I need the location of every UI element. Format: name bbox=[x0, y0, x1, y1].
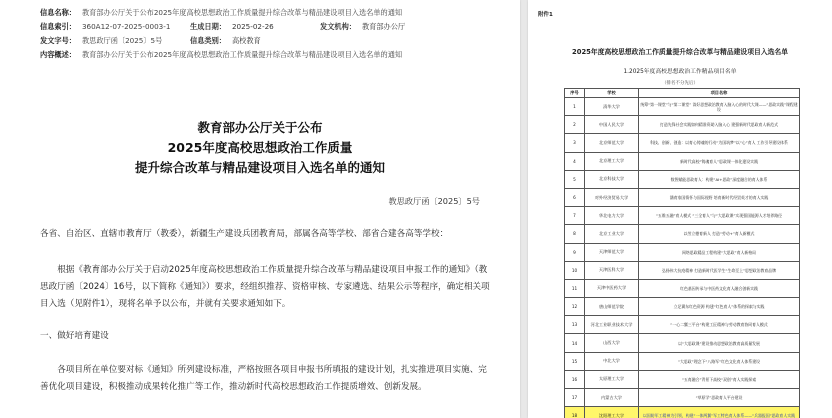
notice-title-line-2: 2025年度高校思想政治工作质量 bbox=[167, 140, 353, 155]
row-project: 科技、创新、创造：以育心铸魂的行动“为国筑梦”以“心”育人 工作引导建设体系 bbox=[639, 134, 800, 152]
table-row bbox=[565, 152, 800, 170]
row-number: 2 bbox=[565, 116, 585, 134]
row-project: 弘扬伟大抗疫精神 打造新时代医学生“生命至上”思想政治教育品牌 bbox=[639, 261, 800, 279]
row-school: 太原理工大学 bbox=[585, 370, 639, 388]
table-row bbox=[565, 188, 800, 206]
meta-index-label: 信息索引： bbox=[40, 22, 76, 31]
row-project: “五维五融”育人模式 “三全育人”与“大思政课”实现强国能源人才培养路径 bbox=[639, 207, 800, 225]
row-number: 10 bbox=[565, 261, 585, 279]
meta-docnum-value: 教思政厅函〔2025〕5号 bbox=[81, 36, 163, 45]
meta-category-value: 高校教育 bbox=[231, 36, 261, 45]
row-number: 5 bbox=[565, 170, 585, 188]
row-school: 山西大学 bbox=[585, 334, 639, 352]
row-project: 以国防军工精神为引领，构建“一体两翼”军工特色育人体系——“兵器报国”思政育人实践 bbox=[639, 407, 800, 418]
meta-category-row bbox=[190, 36, 261, 46]
row-school: 河北工业职业技术大学 bbox=[585, 316, 639, 334]
row-school: 华北电力大学 bbox=[585, 207, 639, 225]
notice-doc-number: 教思政厅函〔2025〕5号 bbox=[388, 196, 480, 206]
meta-category-label: 信息类别： bbox=[190, 36, 226, 45]
row-school: 北京科技大学 bbox=[585, 170, 639, 188]
row-school: 北京理工大学 bbox=[585, 152, 639, 170]
row-number: 1 bbox=[565, 98, 585, 116]
row-number: 4 bbox=[565, 152, 585, 170]
row-number: 15 bbox=[565, 352, 585, 370]
row-number: 17 bbox=[565, 389, 585, 407]
attachment-subtitle: 1.2025年度高校思想政治工作精品项目名单 bbox=[623, 69, 737, 75]
row-project: 立足冀东红色资源 构建“红色育人”体系的探索与实践 bbox=[639, 298, 800, 316]
table-row bbox=[565, 225, 800, 243]
table-row bbox=[565, 207, 800, 225]
meta-index-value: 360A12-07-2025-0003-1 bbox=[81, 22, 171, 31]
meta-org-row bbox=[320, 22, 405, 32]
meta-summary-row bbox=[40, 50, 402, 60]
table-body bbox=[565, 98, 800, 418]
row-number: 11 bbox=[565, 279, 585, 297]
meta-date-row bbox=[190, 22, 274, 32]
attachment-page bbox=[528, 0, 832, 418]
row-project: 打造先锋社会实践如何精准资助入脑入心 建强新时代思政育人新范式 bbox=[639, 116, 800, 134]
row-project: 统筹“第一课堂”与“第二课堂” 读好思想政治教育入脑入心的时代大课——“思政实践”课程建设 bbox=[639, 98, 800, 116]
table-row bbox=[565, 407, 800, 418]
row-school: 沈阳理工大学 bbox=[585, 407, 639, 418]
row-project: 以“大思政课”建设推动思想政治教育高质量发展 bbox=[639, 334, 800, 352]
row-number: 3 bbox=[565, 134, 585, 152]
meta-docnum-label: 发文字号： bbox=[40, 36, 76, 45]
header-project: 项目名称 bbox=[639, 89, 800, 98]
table-row bbox=[565, 334, 800, 352]
table-row bbox=[565, 370, 800, 388]
attachment-label: 附件1 bbox=[538, 12, 553, 18]
row-number: 12 bbox=[565, 298, 585, 316]
row-school: 天津医科大学 bbox=[585, 261, 639, 279]
table-row bbox=[565, 352, 800, 370]
notice-salutation: 各省、自治区、直辖市教育厅（教委），新疆生产建设兵团教育局，部属各高等学校、部省合建各高等学校： bbox=[40, 229, 449, 239]
table-row bbox=[565, 316, 800, 334]
notice-title-line-3: 提升综合改革与精品建设项目入选名单的通知 bbox=[134, 160, 385, 175]
row-project: “五育融合”背景下高校“双创”育人实践探索 bbox=[639, 370, 800, 388]
row-number: 7 bbox=[565, 207, 585, 225]
row-project: “一心二翼三平台”构建工匠精神与劳动教育协同育人模式 bbox=[639, 316, 800, 334]
table-row bbox=[565, 116, 800, 134]
meta-title-row bbox=[40, 8, 402, 18]
table-row bbox=[565, 98, 800, 116]
table-row bbox=[565, 243, 800, 261]
meta-org-label: 发文机构： bbox=[320, 22, 356, 31]
row-number: 18 bbox=[565, 407, 585, 418]
meta-summary-value: 教育部办公厅关于公布2025年度高校思想政治工作质量提升综合改革与精品建设项目入选名单的通知 bbox=[81, 50, 403, 59]
table-row bbox=[565, 261, 800, 279]
notice-paragraph-1: 根据《教育部办公厅关于启动2025年度高校思想政治工作质量提升综合改革与精品建设项目申报工作的通知》（教思政厅函〔2024〕16号，以下简称《通知》）要求，经组织推荐、资格审核、专家遴选、结果公示等程序，确定相关项目入选（见附件1），现将名单予以公布，并就有关要求通知如下。 bbox=[40, 265, 490, 309]
meta-summary-label: 内容概述： bbox=[40, 50, 76, 59]
row-school: 北京师范大学 bbox=[585, 134, 639, 152]
row-school: 天津中医药大学 bbox=[585, 279, 639, 297]
row-school: 北京工业大学 bbox=[585, 225, 639, 243]
row-number: 13 bbox=[565, 316, 585, 334]
row-project: “草原学”思政育人平台建设 bbox=[639, 389, 800, 407]
row-project: 网络思政精品工程构建“大思政”育人新格局 bbox=[639, 243, 800, 261]
row-school: 唐山师范学院 bbox=[585, 298, 639, 316]
row-school: 清华大学 bbox=[585, 98, 639, 116]
table-row bbox=[565, 170, 800, 188]
meta-index-row bbox=[40, 22, 170, 32]
row-number: 14 bbox=[565, 334, 585, 352]
table-header-row bbox=[565, 89, 800, 98]
notice-paragraph-2: 各项目所在单位要对标《通知》所列建设标准，严格按照各项目申报书所填报的建设计划，扎实推进项目实施、完善优化项目建设，积极推动成果转化推广等工作，推动新时代高校思想政治工作提质增效、创新发展。 bbox=[40, 365, 487, 392]
project-list-table bbox=[564, 88, 800, 418]
row-project: 涵育家国情怀与国际视野 培育新时代经贸英才的育人实践 bbox=[639, 188, 800, 206]
header-number: 序号 bbox=[565, 89, 585, 98]
meta-org-value: 教育部办公厅 bbox=[361, 22, 406, 31]
meta-title-value: 教育部办公厅关于公布2025年度高校思想政治工作质量提升综合改革与精品建设项目入选名单的通知 bbox=[81, 8, 403, 17]
row-school: 天津师范大学 bbox=[585, 243, 639, 261]
table-row bbox=[565, 389, 800, 407]
table-row bbox=[565, 134, 800, 152]
row-school: 对外经济贸易大学 bbox=[585, 188, 639, 206]
meta-date-value: 2025-02-26 bbox=[231, 22, 274, 31]
row-number: 9 bbox=[565, 243, 585, 261]
row-school: 中北大学 bbox=[585, 352, 639, 370]
meta-title-label: 信息名称： bbox=[40, 8, 76, 17]
row-project: “大思政”理念下“八路军”红色文化育人体系建设 bbox=[639, 352, 800, 370]
table-row bbox=[565, 279, 800, 297]
row-number: 16 bbox=[565, 370, 585, 388]
row-project: 新时代高校“铸魂育人”思政课一体化建设实践 bbox=[639, 152, 800, 170]
meta-date-label: 生成日期： bbox=[190, 22, 226, 31]
row-number: 6 bbox=[565, 188, 585, 206]
header-school: 学校 bbox=[585, 89, 639, 98]
meta-docnum-row bbox=[40, 36, 162, 46]
section-heading-1: 一、做好培育建设 bbox=[40, 331, 109, 341]
row-number: 8 bbox=[565, 225, 585, 243]
notice-title-line-1: 教育部办公厅关于公布 bbox=[197, 120, 323, 135]
attachment-note: （排名不分先后） bbox=[662, 81, 698, 86]
row-project: 以劳立德育新人 打造“劳动+”育人新模式 bbox=[639, 225, 800, 243]
row-school: 内蒙古大学 bbox=[585, 389, 639, 407]
table-row bbox=[565, 298, 800, 316]
row-project: 数智赋能思政育人：构建“AI+思政”深度融合的育人体系 bbox=[639, 170, 800, 188]
attachment-title: 2025年度高校思想政治工作质量提升综合改革与精品建设项目入选名单 bbox=[571, 48, 789, 56]
row-school: 中国人民大学 bbox=[585, 116, 639, 134]
row-project: 红色基因传承与中医药文化育人融合创新实践 bbox=[639, 279, 800, 297]
